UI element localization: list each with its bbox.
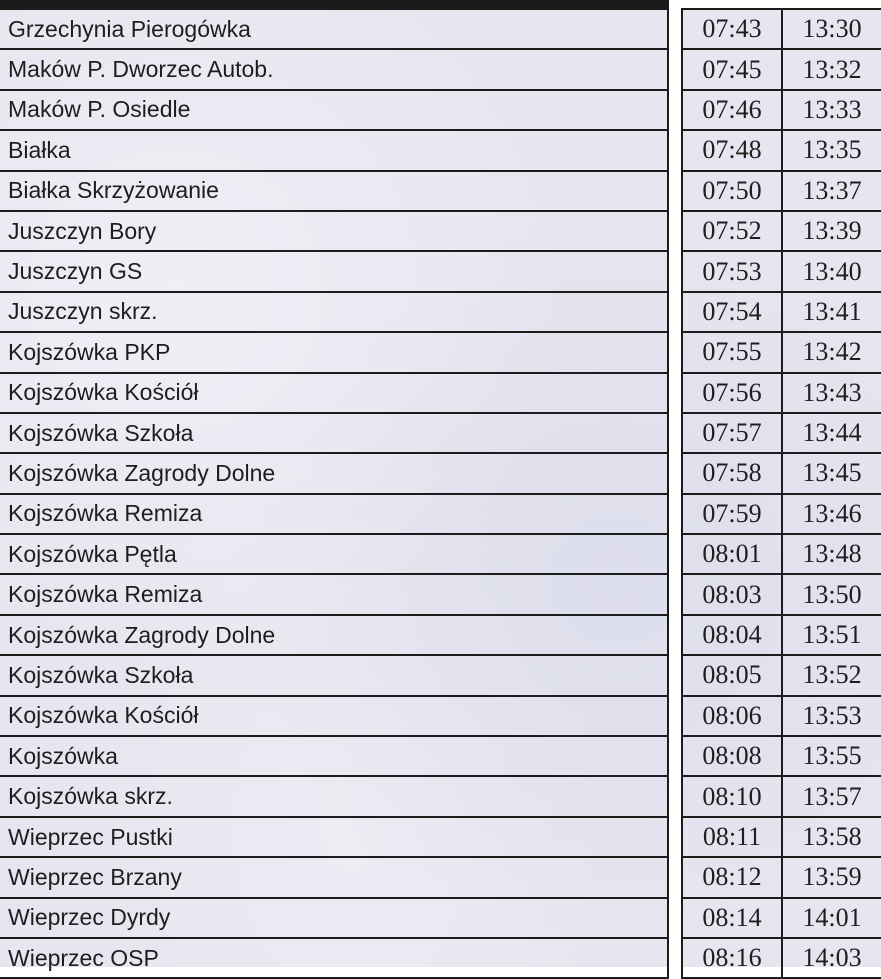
table-row xyxy=(682,9,881,49)
departure-time-1: 07:43 xyxy=(682,9,782,49)
stop-name: Kojszówka xyxy=(0,736,668,776)
departure-time-2: 13:40 xyxy=(782,251,881,291)
departure-time-2: 13:45 xyxy=(782,453,881,493)
departure-time-2: 13:30 xyxy=(782,9,881,49)
table-row xyxy=(0,615,668,655)
departure-time-2: 13:44 xyxy=(782,413,881,453)
table-row xyxy=(682,211,881,251)
table-row xyxy=(682,494,881,534)
table-row xyxy=(0,49,668,89)
table-row xyxy=(682,736,881,776)
departure-time-2: 13:58 xyxy=(782,817,881,857)
stop-name: Kojszówka Zagrody Dolne xyxy=(0,453,668,493)
departure-time-2: 13:41 xyxy=(782,292,881,332)
table-row xyxy=(0,171,668,211)
table-row xyxy=(0,736,668,776)
table-row xyxy=(682,615,881,655)
table-row xyxy=(682,696,881,736)
departure-time-2: 13:55 xyxy=(782,736,881,776)
departure-time-2: 14:01 xyxy=(782,898,881,938)
departure-time-2: 14:03 xyxy=(782,938,881,978)
departure-time-2: 13:33 xyxy=(782,90,881,130)
stop-name: Kojszówka PKP xyxy=(0,332,668,372)
departure-time-1: 07:53 xyxy=(682,251,782,291)
table-row xyxy=(682,413,881,453)
departure-time-2: 13:59 xyxy=(782,857,881,897)
departure-time-1: 08:01 xyxy=(682,534,782,574)
departure-time-1: 08:12 xyxy=(682,857,782,897)
departure-time-2: 13:53 xyxy=(782,696,881,736)
departure-time-1: 08:03 xyxy=(682,574,782,614)
table-row xyxy=(682,574,881,614)
departure-times-body xyxy=(682,9,881,978)
table-row xyxy=(682,938,881,978)
table-row xyxy=(682,655,881,695)
table-row xyxy=(0,292,668,332)
table-row xyxy=(0,898,668,938)
departure-time-1: 07:55 xyxy=(682,332,782,372)
stop-name: Białka Skrzyżowanie xyxy=(0,171,668,211)
table-row xyxy=(0,453,668,493)
stop-name: Wieprzec OSP xyxy=(0,938,668,978)
table-row xyxy=(682,292,881,332)
departure-time-1: 07:59 xyxy=(682,494,782,534)
departure-time-2: 13:52 xyxy=(782,655,881,695)
table-row xyxy=(682,453,881,493)
table-row xyxy=(682,534,881,574)
table-row xyxy=(0,574,668,614)
departure-times-table xyxy=(681,8,881,979)
departure-time-1: 08:08 xyxy=(682,736,782,776)
table-row xyxy=(0,413,668,453)
departure-time-1: 07:50 xyxy=(682,171,782,211)
table-row xyxy=(0,534,668,574)
departure-time-1: 07:56 xyxy=(682,373,782,413)
table-row xyxy=(0,776,668,816)
departure-time-1: 08:04 xyxy=(682,615,782,655)
stop-name: Kojszówka Remiza xyxy=(0,494,668,534)
stop-name: Kojszówka Kościół xyxy=(0,373,668,413)
stop-name: Wieprzec Dyrdy xyxy=(0,898,668,938)
stop-name: Kojszówka Zagrody Dolne xyxy=(0,615,668,655)
departure-time-1: 08:06 xyxy=(682,696,782,736)
table-row xyxy=(0,211,668,251)
table-row xyxy=(0,938,668,978)
stop-name: Juszczyn skrz. xyxy=(0,292,668,332)
table-row xyxy=(682,332,881,372)
table-row xyxy=(0,857,668,897)
departure-time-1: 08:14 xyxy=(682,898,782,938)
stop-name: Wieprzec Brzany xyxy=(0,857,668,897)
stop-name: Wieprzec Pustki xyxy=(0,817,668,857)
departure-time-1: 07:48 xyxy=(682,130,782,170)
departure-time-2: 13:35 xyxy=(782,130,881,170)
table-row xyxy=(0,90,668,130)
departure-time-2: 13:37 xyxy=(782,171,881,211)
departure-time-1: 08:05 xyxy=(682,655,782,695)
table-row xyxy=(0,696,668,736)
table-row xyxy=(682,49,881,89)
stop-name: Juszczyn GS xyxy=(0,251,668,291)
departure-time-2: 13:39 xyxy=(782,211,881,251)
column-gap xyxy=(669,0,681,967)
departure-time-1: 08:16 xyxy=(682,938,782,978)
departure-time-2: 13:57 xyxy=(782,776,881,816)
departure-time-2: 13:46 xyxy=(782,494,881,534)
stop-name: Maków P. Dworzec Autob. xyxy=(0,49,668,89)
stop-names-body xyxy=(0,9,668,978)
departure-time-2: 13:48 xyxy=(782,534,881,574)
stop-name: Kojszówka Kościół xyxy=(0,696,668,736)
stop-names-table xyxy=(0,8,669,979)
departure-time-2: 13:51 xyxy=(782,615,881,655)
departure-time-1: 07:45 xyxy=(682,49,782,89)
table-row xyxy=(0,251,668,291)
table-row xyxy=(682,251,881,291)
stop-name: Kojszówka Szkoła xyxy=(0,413,668,453)
table-row xyxy=(0,130,668,170)
departure-time-2: 13:42 xyxy=(782,332,881,372)
table-row xyxy=(682,373,881,413)
stop-name: Kojszówka skrz. xyxy=(0,776,668,816)
departure-time-2: 13:43 xyxy=(782,373,881,413)
departure-time-1: 07:52 xyxy=(682,211,782,251)
departure-time-1: 07:46 xyxy=(682,90,782,130)
departure-time-2: 13:32 xyxy=(782,49,881,89)
stop-name: Białka xyxy=(0,130,668,170)
departure-time-1: 07:58 xyxy=(682,453,782,493)
stop-name: Kojszówka Pętla xyxy=(0,534,668,574)
departure-time-1: 08:11 xyxy=(682,817,782,857)
departure-time-1: 08:10 xyxy=(682,776,782,816)
table-row xyxy=(682,857,881,897)
page-margin xyxy=(669,0,881,8)
table-row xyxy=(0,9,668,49)
stop-name: Kojszówka Remiza xyxy=(0,574,668,614)
stop-name: Maków P. Osiedle xyxy=(0,90,668,130)
table-row xyxy=(0,655,668,695)
table-row xyxy=(0,373,668,413)
stop-name: Kojszówka Szkoła xyxy=(0,655,668,695)
table-row xyxy=(682,130,881,170)
table-row xyxy=(682,898,881,938)
table-row xyxy=(0,817,668,857)
table-row xyxy=(682,776,881,816)
cut-off-header-strip xyxy=(0,0,669,8)
stop-name: Juszczyn Bory xyxy=(0,211,668,251)
departure-time-1: 07:54 xyxy=(682,292,782,332)
table-row xyxy=(0,332,668,372)
departure-time-1: 07:57 xyxy=(682,413,782,453)
departure-time-2: 13:50 xyxy=(782,574,881,614)
table-row xyxy=(0,494,668,534)
stop-name: Grzechynia Pierogówka xyxy=(0,9,668,49)
table-row xyxy=(682,817,881,857)
table-row xyxy=(682,171,881,211)
table-row xyxy=(682,90,881,130)
